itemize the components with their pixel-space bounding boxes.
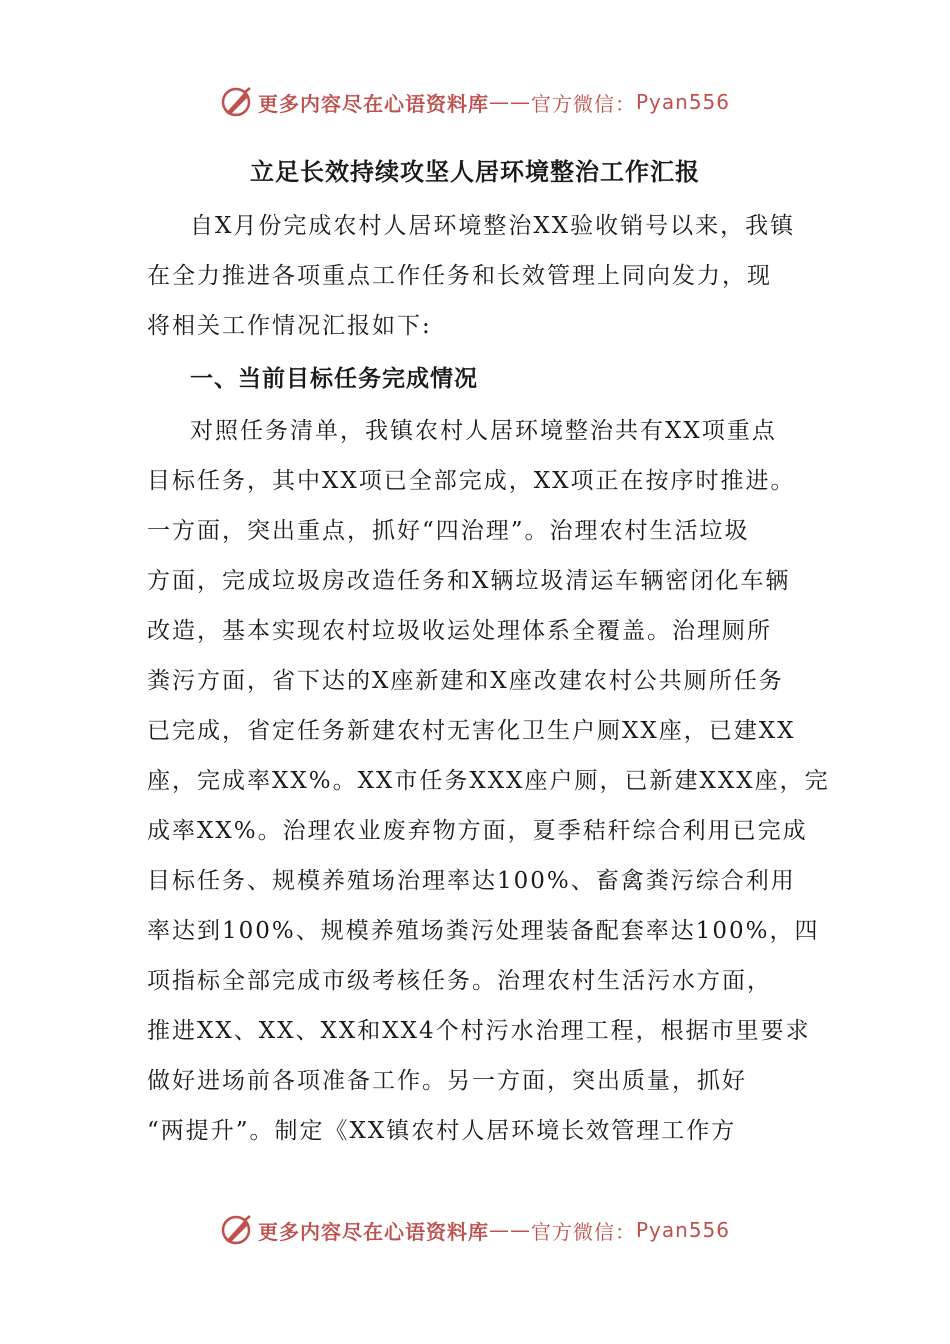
paragraph-line: 将相关工作情况汇报如下:: [147, 313, 432, 339]
paragraph-line: 目标任务、规模养殖场治理率达100%、畜禽粪污综合利用: [147, 868, 796, 894]
paragraph-line: 在全力推进各项重点工作任务和长效管理上同向发力，现: [147, 263, 772, 289]
banner-wechat-label: 官方微信：: [530, 1219, 636, 1244]
header-banner: [0, 82, 950, 122]
paragraph-line: 率达到100%、规模养殖场粪污处理装备配套率达100%，四: [147, 918, 820, 944]
document-title: 立足长效持续攻坚人居环境整治工作汇报: [250, 157, 700, 186]
paragraph-line: 粪污方面，省下达的X座新建和X座改建农村公共厕所任务: [147, 668, 784, 694]
paragraph-line: 成率XX%。治理农业废弃物方面，夏季秸秆综合利用已完成: [147, 818, 808, 844]
paragraph-line: 推进XX、XX、XX和XX4个村污水治理工程，根据市里要求: [147, 1018, 811, 1044]
footer-banner: [0, 1210, 950, 1250]
paragraph-line: 改造，基本实现农村垃圾收运处理体系全覆盖。治理厕所: [147, 618, 772, 644]
paragraph-line: 项指标全部完成市级考核任务。治理农村生活污水方面，: [147, 968, 772, 994]
banner-dash: ——: [488, 1218, 531, 1242]
banner-wechat-id: Pyan556: [635, 1218, 730, 1242]
paragraph-line: “两提升”。制定《XX镇农村人居环境长效管理工作方: [147, 1118, 737, 1144]
paragraph-line: 方面，完成垃圾房改造任务和X辆垃圾清运车辆密闭化车辆: [147, 568, 791, 594]
banner-slogan: 更多内容尽在心语资料库: [257, 91, 489, 116]
pen-nib-logo-icon: [220, 85, 254, 119]
paragraph-line: 已完成，省定任务新建农村无害化卫生户厕XX座，已建XX: [147, 718, 796, 744]
paragraph-line: 座，完成率XX%。XX市任务XXX座户厕，已新建XXX座，完: [147, 768, 830, 794]
banner-slogan: 更多内容尽在心语资料库: [257, 1219, 489, 1244]
banner-dash: ——: [488, 90, 531, 114]
section-heading: 一、当前目标任务完成情况: [190, 365, 478, 392]
paragraph-line: 自X月份完成农村人居环境整治XX验收销号以来，我镇: [190, 213, 796, 239]
paragraph-line: 目标任务，其中XX项已全部完成，XX项正在按序时推进。: [147, 468, 796, 494]
paragraph-line: 一方面，突出重点，抓好“四治理”。治理农村生活垃圾: [147, 518, 750, 544]
paragraph-line: 对照任务清单，我镇农村人居环境整治共有XX项重点: [190, 418, 777, 444]
banner-wechat-id: Pyan556: [635, 90, 730, 114]
banner-wechat-label: 官方微信：: [530, 91, 636, 116]
pen-nib-logo-icon: [220, 1213, 254, 1247]
paragraph-line: 做好进场前各项准备工作。另一方面，突出质量，抓好: [147, 1068, 747, 1094]
